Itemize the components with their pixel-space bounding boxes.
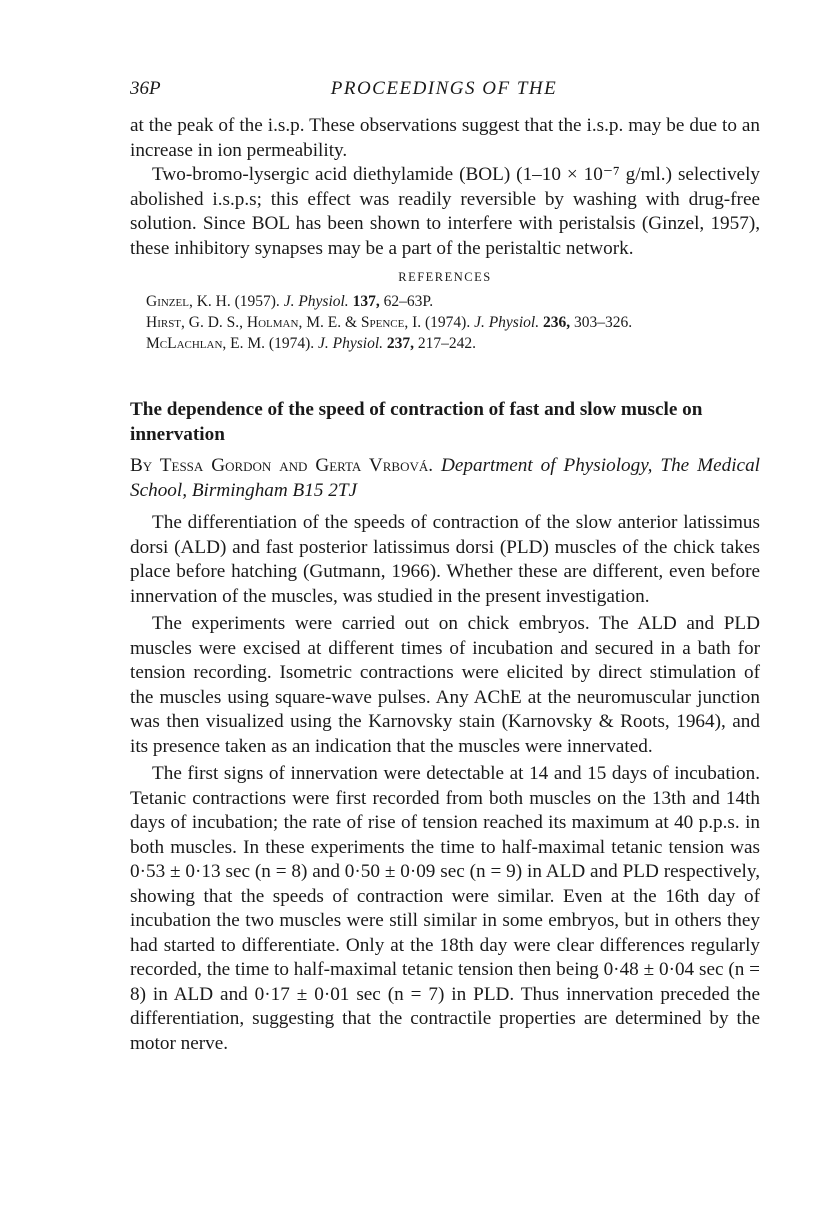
article-paragraph-1: The differentiation of the speeds of contraction of the slow anterior latissimus dorsi (ALD) and fast posterior latissimus dorsi (PLD) muscles of the chick takes place before hatching (Gutmann, 1966). Whether these are different, even before innervation of the muscles, was studied in the present investigation.	[130, 512, 760, 607]
page-number: 36P	[130, 78, 161, 99]
prev-article-paragraph-2: Two-bromo-lysergic acid diethylamide (BOL) (1–10 × 10⁻⁷ g/ml.) selectively abolished i.s.p.s; this effect was readily reversible by washing with drug-free solution. Since BOL has been shown to interfere with peristalsis (Ginzel, 1957), these inhibitory synapses may be a part of the peristaltic network.	[130, 164, 760, 259]
references-list	[130, 291, 760, 354]
reference-item: McLachlan, E. M. (1974). J. Physiol. 237, 217–242.	[146, 335, 476, 352]
page-body	[130, 114, 760, 1056]
author-affiliation: Department of Physiology, The Medical School, Birmingham B15 2TJ	[130, 455, 760, 501]
article-paragraph-2: The experiments were carried out on chick embryos. The ALD and PLD muscles were excised at different times of incubation and secured in a bath for tension recording. Isometric contractions were elicited by direct stimulation of the muscles using square-wave pulses. Any AChE at the neuromuscular junction was then visualized using the Karnovsky stain (Karnovsky & Roots, 1964), and its presence taken as an indication that the muscles were innervated.	[130, 613, 760, 757]
journal-title: PROCEEDINGS OF THE	[330, 78, 558, 99]
prev-article-paragraph-1: at the peak of the i.s.p. These observations suggest that the i.s.p. may be due to an increase in ion permeability.	[130, 115, 760, 161]
article-paragraph-3: The first signs of innervation were detectable at 14 and 15 days of incubation. Tetanic contractions were first recorded from both muscles on the 13th and 14th days of incubation; the rate of rise of tension reached its maximum at 40 p.p.s. in both muscles. In these experiments the time to half-maximal tetanic tension was 0·53 ± 0·13 sec (n = 8) and 0·50 ± 0·09 sec (n = 9) in ALD and PLD respectively, showing that the speeds of contraction were similar. Even at the 16th day of incubation the two muscles were still similar in some embryos, but in others they had started to differentiate. Only at the 18th day were clear differences regularly recorded, the time to half-maximal tetanic tension then being 0·48 ± 0·04 sec (n = 8) in ALD and 0·17 ± 0·01 sec (n = 7) in PLD. Thus innervation preceded the differentiation, suggesting that the contractile properties are determined by the motor nerve.	[130, 763, 760, 1054]
reference-item: Ginzel, K. H. (1957). J. Physiol. 137, 62–63P.	[146, 293, 434, 310]
author-names: By Tessa Gordon and Gerta Vrbová.	[130, 455, 434, 476]
article-title: The dependence of the speed of contraction of fast and slow muscle on innervation	[130, 399, 703, 445]
running-header	[130, 78, 758, 102]
article-byline	[130, 454, 760, 503]
references-heading: REFERENCES	[398, 270, 492, 284]
reference-item: Hirst, G. D. S., Holman, M. E. & Spence, I. (1974). J. Physiol. 236, 303–326.	[146, 314, 633, 331]
